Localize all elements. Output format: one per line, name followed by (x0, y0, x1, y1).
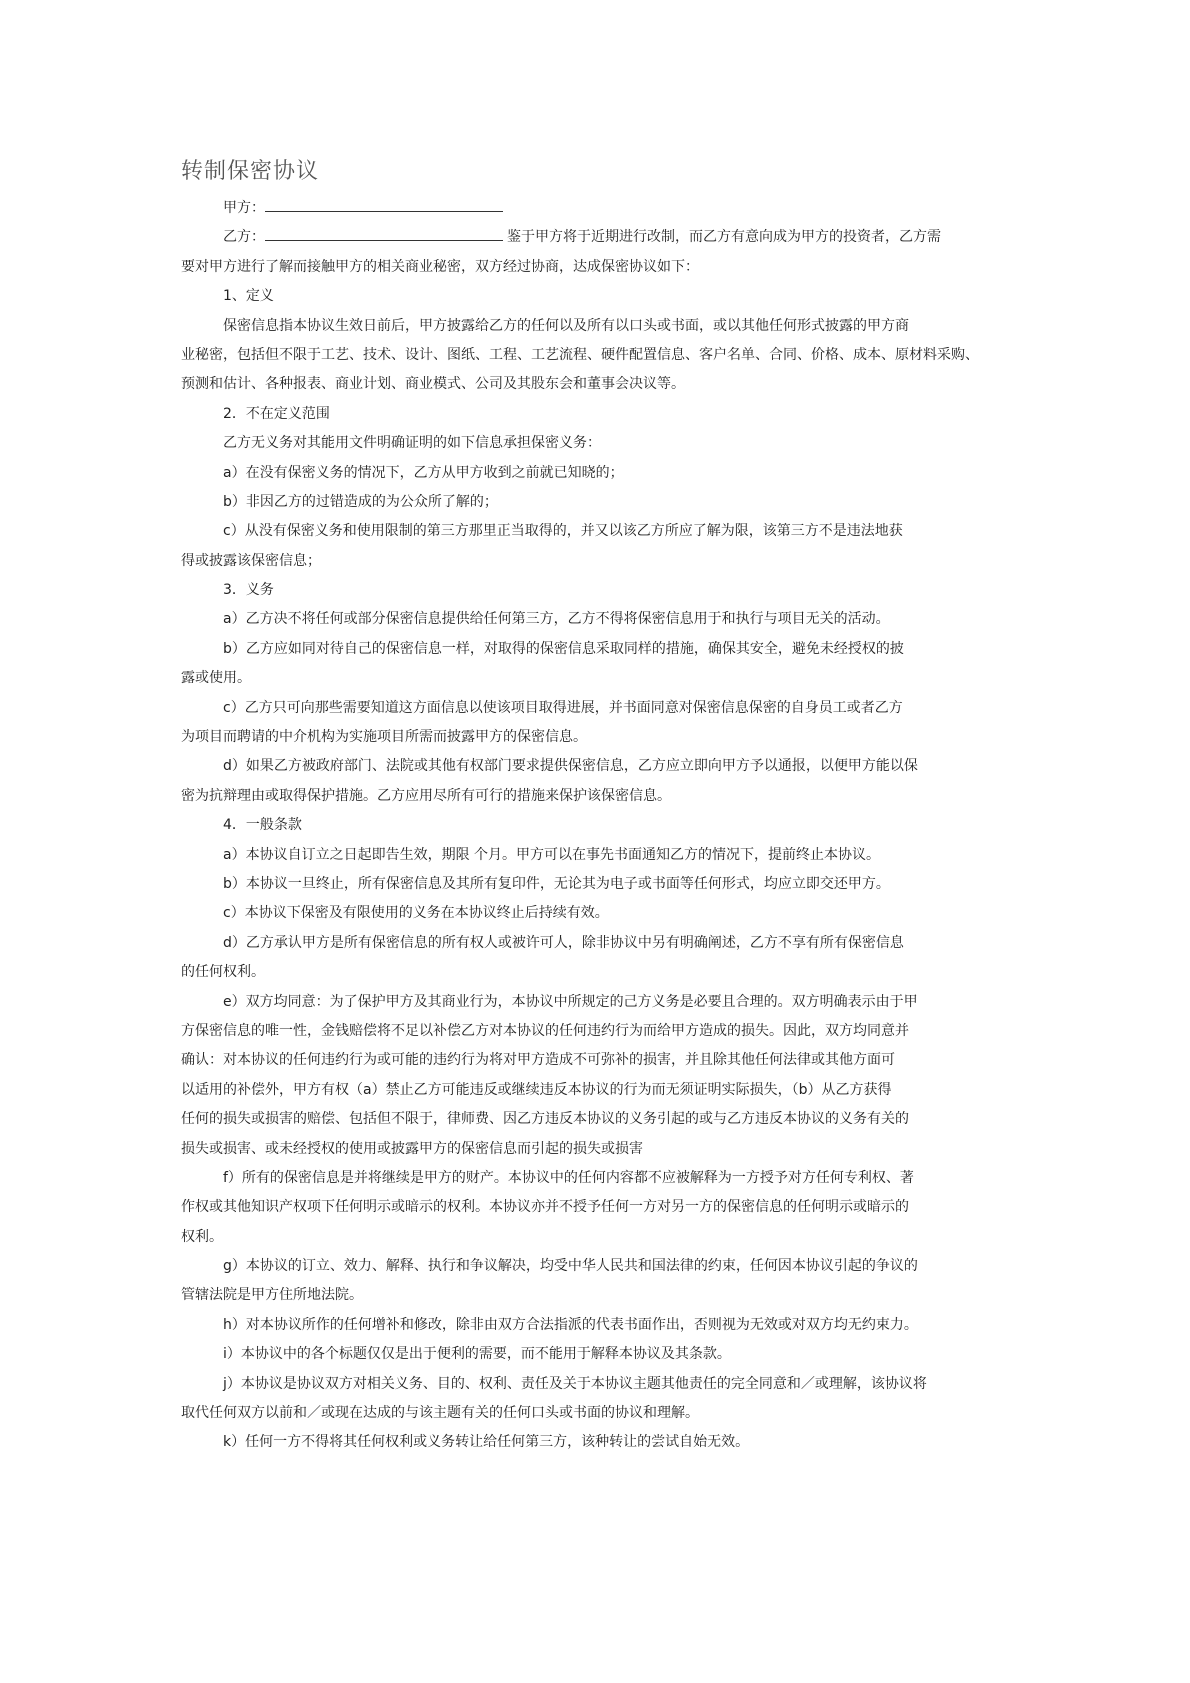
section-heading: 1、定义 (223, 288, 274, 305)
paragraph-line: 管辖法院是甲方住所地法院。 (181, 1287, 363, 1304)
paragraph-line: 预测和估计、各种报表、商业计划、商业模式、公司及其股东会和董事会决议等。 (181, 376, 685, 393)
party-b-label: 乙方： (223, 229, 265, 246)
party-b-line (181, 223, 1021, 252)
party-a-line (181, 194, 1021, 223)
paragraph-line: 损失或损害、或未经授权的使用或披露甲方的保密信息而引起的损失或损害 (181, 1140, 643, 1157)
paragraph-line: 为项目而聘请的中介机构为实施项目所需而披露甲方的保密信息。 (181, 729, 587, 746)
section-heading: 2．不在定义范围 (223, 405, 330, 422)
paragraph-line: 取代任何双方以前和／或现在达成的与该主题有关的任何口头或书面的协议和理解。 (181, 1405, 699, 1422)
paragraph-line: 作权或其他知识产权项下任何明示或暗示的权利。本协议亦并不授予任何一方对另一方的保密信息的任何明示或暗示的 (181, 1199, 909, 1216)
clause-c: c）乙方只可向那些需要知道这方面信息以使该项目取得进展，并书面同意对保密信息保密的自身员工或者乙方 (223, 699, 903, 716)
party-b-blank-field[interactable] (265, 224, 503, 241)
paragraph-line: 得或披露该保密信息； (181, 552, 321, 569)
clause-b: b）本协议一旦终止，所有保密信息及其所有复印件，无论其为电子或书面等任何形式，均应立即交还甲方。 (223, 875, 890, 892)
paragraph-line: 露或使用。 (181, 670, 251, 687)
party-a-blank-field[interactable] (265, 195, 503, 212)
clause-a: a）本协议自订立之日起即告生效，期限 个月。甲方可以在事先书面通知乙方的情况下，提前终止本协议。 (223, 846, 881, 863)
clause-a: a）乙方决不将任何或部分保密信息提供给任何第三方，乙方不得将保密信息用于和执行与项目无关的活动。 (223, 611, 890, 628)
section-heading: 3．义务 (223, 582, 274, 599)
clause-h: h）对本协议所作的任何增补和修改，除非由双方合法指派的代表书面作出，否则视为无效或对双方均无约束力。 (223, 1316, 918, 1333)
paragraph-line: 的任何权利。 (181, 964, 265, 981)
clause-d: d）如果乙方被政府部门、法院或其他有权部门要求提供保密信息，乙方应立即向甲方予以通报，以便甲方能以保 (223, 758, 918, 775)
clause-a: a）在没有保密义务的情况下，乙方从甲方收到之前就已知晓的； (223, 464, 624, 481)
party-a-label: 甲方： (223, 200, 265, 216)
clause-c: c）本协议下保密及有限使用的义务在本协议终止后持续有效。 (223, 905, 609, 922)
paragraph-line: 方保密信息的唯一性，金钱赔偿将不足以补偿乙方对本协议的任何违约行为而给甲方造成的损失。因此，双方均同意并 (181, 1022, 909, 1039)
clause-k: k）任何一方不得将其任何权利或义务转让给任何第三方，该种转让的尝试自始无效。 (223, 1434, 750, 1451)
paragraph-line: 密为抗辩理由或取得保护措施。乙方应用尽所有可行的措施来保护该保密信息。 (181, 787, 671, 804)
clause-b: b）非因乙方的过错造成的为公众所了解的； (223, 493, 498, 510)
paragraph-line: 权利。 (181, 1228, 223, 1245)
clause-b: b）乙方应如同对待自己的保密信息一样，对取得的保密信息采取同样的措施，确保其安全，避免未经授权的披 (223, 640, 904, 657)
document-title: 转制保密协议 (181, 159, 320, 184)
document-page (181, 150, 1021, 1458)
clause-i: i）本协议中的各个标题仅仅是出于便利的需要，而不能用于解释本协议及其条款。 (223, 1346, 731, 1363)
clause-d: d）乙方承认甲方是所有保密信息的所有权人或被许可人，除非协议中另有明确阐述，乙方不享有所有保密信息 (223, 934, 904, 951)
clause-e: e）双方均同意：为了保护甲方及其商业行为，本协议中所规定的己方义务是必要且合理的。双方明确表示由于甲 (223, 993, 918, 1010)
paragraph-line: 确认：对本协议的任何违约行为或可能的违约行为将对甲方造成不可弥补的损害，并且除其他任何法律或其他方面可 (181, 1052, 895, 1069)
paragraph-line: 以适用的补偿外，甲方有权（a）禁止乙方可能违反或继续违反本协议的行为而无须证明实际损失，（b）从乙方获得 (181, 1081, 892, 1098)
intro-continuation: 要对甲方进行了解而接触甲方的相关商业秘密，双方经过协商，达成保密协议如下： (181, 258, 699, 275)
paragraph-line: 业秘密，包括但不限于工艺、技术、设计、图纸、工程、工艺流程、硬件配置信息、客户名单、合同、价格、成本、原材料采购、 (181, 346, 979, 363)
clause-j: j）本协议是协议双方对相关义务、目的、权利、责任及关于本协议主题其他责任的完全同意和／或理解，该协议将 (223, 1375, 927, 1392)
clause-g: g）本协议的订立、效力、解释、执行和争议解决，均受中华人民共和国法律的约束，任何因本协议引起的争议的 (223, 1258, 918, 1275)
paragraph-line: 保密信息指本协议生效日前后，甲方披露给乙方的任何以及所有以口头或书面，或以其他任何形式披露的甲方商 (223, 317, 909, 334)
clause-c: c）从没有保密义务和使用限制的第三方那里正当取得的，并又以该乙方所应了解为限，该第三方不是违法地获 (223, 523, 903, 540)
section-heading: 4．一般条款 (223, 817, 302, 834)
intro-text: 鉴于甲方将于近期进行改制，而乙方有意向成为甲方的投资者，乙方需 (507, 229, 941, 246)
paragraph-line: 任何的损失或损害的赔偿、包括但不限于，律师费、因乙方违反本协议的义务引起的或与乙方违反本协议的义务有关的 (181, 1111, 909, 1128)
clause-f: f）所有的保密信息是并将继续是甲方的财产。本协议中的任何内容都不应被解释为一方授予对方任何专利权、著 (223, 1169, 914, 1186)
paragraph-line: 乙方无义务对其能用文件明确证明的如下信息承担保密义务： (223, 435, 601, 452)
